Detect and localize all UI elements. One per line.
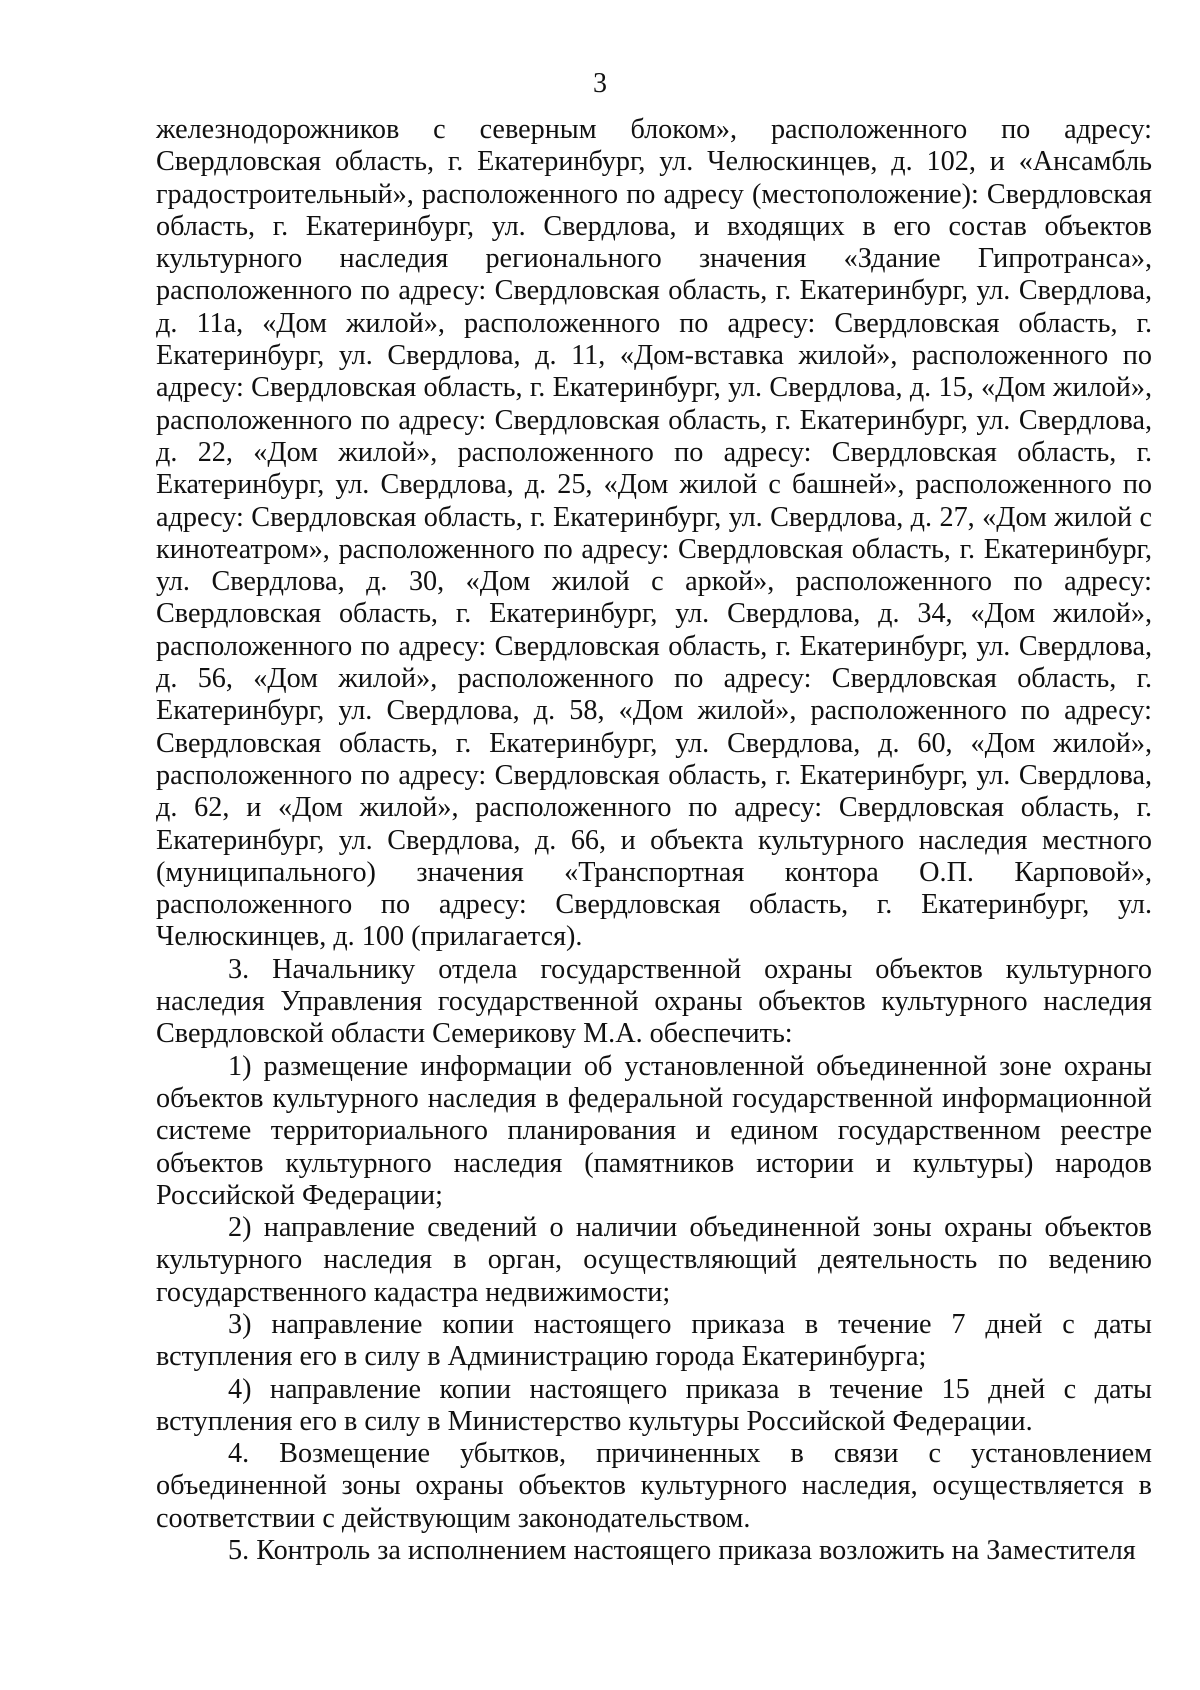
paragraph-subitem-2: 2) направление сведений о наличии объединенной зоны охраны объектов культурного наследия в орган, осуществляющий деятельность по ведению государственного кадастра недвижимости; bbox=[156, 1212, 1152, 1308]
document-body bbox=[156, 114, 1152, 1567]
paragraph-subitem-4: 4) направление копии настоящего приказа в течение 15 дней с даты вступления его в силу в Министерство культуры Российской Федерации. bbox=[156, 1373, 1152, 1437]
paragraph-subitem-3: 3) направление копии настоящего приказа в течение 7 дней с даты вступления его в силу в Администрацию города Екатеринбурга; bbox=[156, 1308, 1152, 1373]
paragraph-item-5: 5. Контроль за исполнением настоящего приказа возложить на Заместителя bbox=[228, 1535, 1136, 1567]
paragraph-item-3: 3. Начальнику отдела государственной охраны объектов культурного наследия Управления государственной охраны объектов культурного наследия Свердловской области Семерикову М.А. обеспечить: bbox=[156, 953, 1152, 1050]
paragraph-item-4: 4. Возмещение убытков, причиненных в связи с установлением объединенной зоны охраны объектов культурного наследия, осуществляется в соответствии с действующим законодательством. bbox=[156, 1438, 1152, 1534]
paragraph-subitem-1: 1) размещение информации об установленной объединенной зоне охраны объектов культурного наследия в федеральной государственной информационной системе территориального планирования и едином государственном реестре объектов культурного наследия (памятников истории и культуры) народов Российской Федерации; bbox=[156, 1050, 1152, 1211]
page-number: 3 bbox=[593, 68, 607, 99]
paragraph-continuation: железнодорожников с северным блоком», расположенного по адресу: Свердловская область, г. Екатеринбург, ул. Челюскинцев, д. 102, и «Ансамбль градостроительный», расположенного по адресу (местоположение): Свердловская область, г. Екатеринбург, ул. Свердлова, и входящих в его состав объектов культурного наследия регионального значения «Здание Гипротранса», расположенного по адресу: Свердловская область, г. Екатеринбург, ул. Свердлова, д. 11а, «Дом жилой», расположенного по адресу: Свердловская область, г. Екатеринбург, ул. Свердлова, д. 11, «Дом-вставка жилой», расположенного по адресу: Свердловская область, г. Екатеринбург, ул. Свердлова, д. 15, «Дом жилой», расположенного по адресу: Свердловская область, г. Екатеринбург, ул. Свердлова, д. 22, «Дом жилой», расположенного по адресу: Свердловская область, г. Екатеринбург, ул. Свердлова, д. 25, «Дом жилой с башней», расположенного по адресу: Свердловская область, г. Екатеринбург, ул. Свердлова, д. 27, «Дом жилой с кинотеатром», расположенного по адресу: Свердловская область, г. Екатеринбург, ул. Свердлова, д. 30, «Дом жилой с аркой», расположенного по адресу: Свердловская область, г. Екатеринбург, ул. Свердлова, д. 34, «Дом жилой», расположенного по адресу: Свердловская область, г. Екатеринбург, ул. Свердлова, д. 56, «Дом жилой», расположенного по адресу: Свердловская область, г. Екатеринбург, ул. Свердлова, д. 58, «Дом жилой», расположенного по адресу: Свердловская область, г. Екатеринбург, ул. Свердлова, д. 60, «Дом жилой», расположенного по адресу: Свердловская область, г. Екатеринбург, ул. Свердлова, д. 62, и «Дом жилой», расположенного по адресу: Свердловская область, г. Екатеринбург, ул. Свердлова, д. 66, и объекта культурного наследия местного (муниципального) значения «Транспортная контора О.П. Карповой», расположенного по адресу: Свердловская область, г. Екатеринбург, ул. Челюскинцев, д. 100 (прилагается). bbox=[156, 114, 1152, 953]
